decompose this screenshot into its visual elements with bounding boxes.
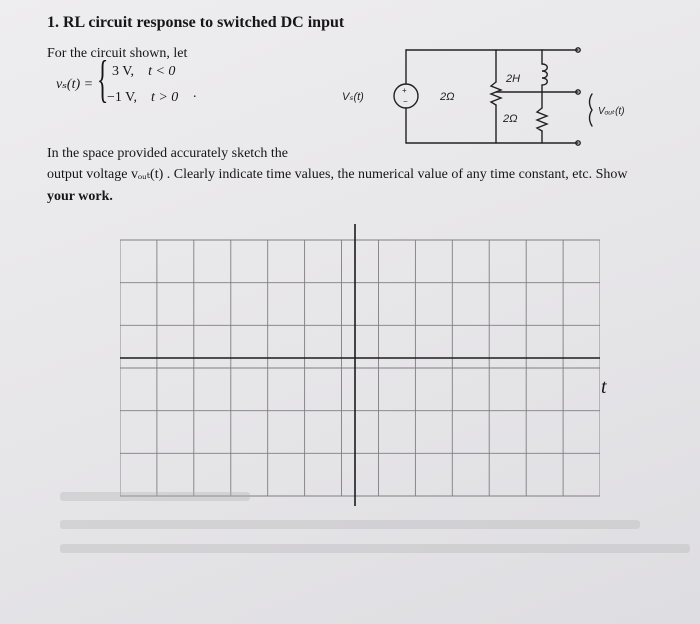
output-bracket-icon (590, 94, 593, 126)
shunt-resistor-label: 2Ω (503, 113, 518, 125)
case-2-value: −1 V, (107, 90, 137, 105)
problem-title: 1. RL circuit response to switched DC input (47, 14, 345, 31)
shunt-resistor-icon (537, 108, 547, 131)
source-plus: + (402, 86, 407, 95)
equation-period: . (193, 86, 197, 101)
case-2-condition: t > 0 (150, 90, 179, 105)
series-resistor-icon (491, 82, 501, 105)
equation-lhs: vₛ(t) = (56, 77, 94, 92)
instruction-line-2: output voltage vₒᵤₜ(t) . Clearly indicate time values, the numerical value of any time constant, etc. Show (47, 167, 628, 182)
output-label: Vₒᵤₜ(t) (598, 106, 625, 117)
instruction-line-1: In the space provided accurately sketch the (47, 146, 289, 161)
inductor-icon (542, 64, 547, 92)
equation-case-1 (112, 64, 175, 80)
grid-lines (120, 240, 600, 496)
circuit-diagram (330, 40, 630, 155)
source-minus: − (403, 97, 408, 106)
instruction-line-3: your work. (47, 189, 113, 204)
equation-brace: { (97, 51, 109, 108)
series-resistor-label: 2Ω (440, 91, 455, 103)
equation-case-2 (107, 90, 178, 106)
case-1-condition: t < 0 (148, 64, 176, 79)
inductor-label: 2H (506, 73, 521, 85)
bleed-through-text (60, 486, 700, 624)
source-label: Vₛ(t) (342, 91, 364, 103)
t-axis-label: t (601, 376, 607, 398)
case-1-value: 3 V, (112, 64, 135, 79)
sketch-grid (120, 224, 600, 506)
given-statement: For the circuit shown, let (47, 46, 188, 61)
